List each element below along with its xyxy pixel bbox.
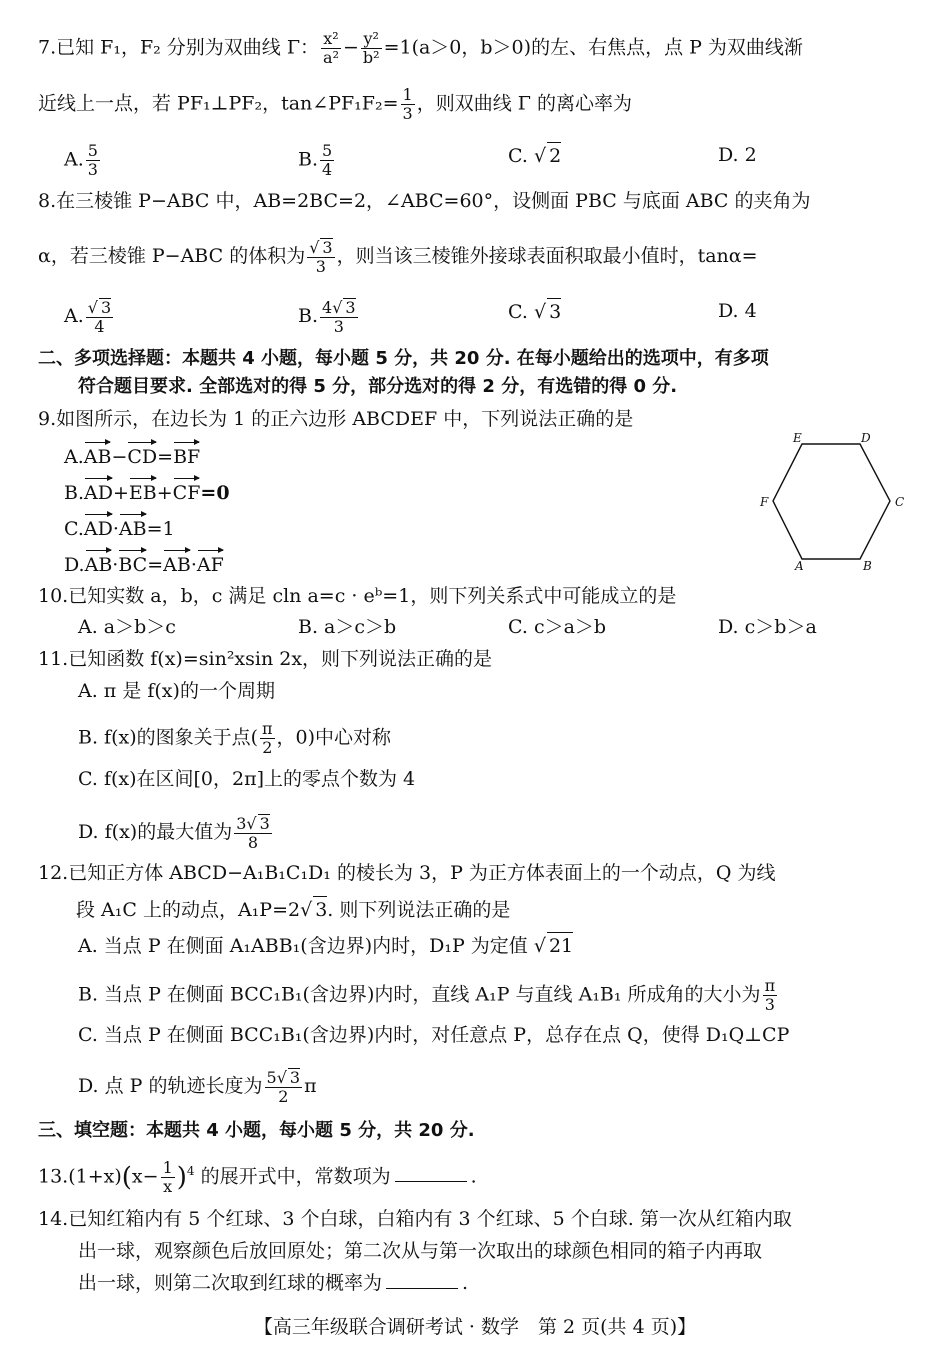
q12-line2: 段 A₁C 上的动点，A₁P=2√ 3. 则下列说法正确的是: [76, 896, 510, 923]
q14-line2: 出一球，观察颜色后放回原处；第二次从与第一次取出的球颜色相同的箱子内再取: [78, 1240, 763, 1262]
q12-line1: 12.已知正方体 ABCD−A₁B₁C₁D₁ 的棱长为 3，P 为正方体表面上的一个动点，Q 为线: [38, 862, 776, 884]
q7-frac-x2a2: $\frac{\text{x²}}{\text{a²}}$: [323, 29, 339, 67]
q11-option-a: A. π 是 f(x)的一个周期: [78, 680, 275, 702]
q13-answer-blank[interactable]: [395, 1181, 467, 1182]
q10-stem: 10.已知实数 a，b，c 满足 cln a=c · eᵇ=1，则下列关系式中可能成立的是: [38, 585, 677, 607]
q10-option-a: A. a＞b＞c: [78, 616, 176, 638]
hexagon-figure: [755, 430, 915, 575]
q12-option-d: D. 点 P 的轨迹长度为 $\frac{5√ 3}{2}$ π: [78, 1068, 317, 1106]
q12-option-a: A. 当点 P 在侧面 A₁ABB₁(含边界)内时，D₁P 为定值 √ 21: [78, 932, 573, 959]
q8-option-c: C. √ 3: [508, 298, 561, 325]
q8-frac-sqrt3-3: $\frac{√ 3}{3}$: [309, 238, 333, 276]
q7-line2: 近线上一点，若 PF₁⊥PF₂，tan∠PF₁F₂= $\frac{1}{3}$ ，则双曲线 Γ 的离心率为: [38, 85, 632, 123]
q7-line1: 7.已知 F₁，F₂ 分别为双曲线 Γ： $\frac{\text{x²}}{\text{a²}}$ − $\frac{\text{y²}}{\text{b²}}$ =1(a＞0，b＞0)的左、右焦点，点 P 为双曲线渐: [38, 29, 803, 67]
hex-label-d: D: [861, 431, 871, 445]
q8-option-b: B. $\frac{4√ 3}{3}$: [298, 298, 356, 336]
hex-label-b: B: [863, 559, 872, 573]
q9-option-b: B.AD+EB+CF=0: [64, 476, 230, 506]
q7-frac-1-3: $\frac{1}{3}$: [402, 85, 413, 123]
q14-line3: 出一球，则第二次取到红球的概率为 .: [78, 1272, 469, 1294]
q10-option-d: D. c＞b＞a: [718, 616, 817, 638]
q8-option-a: A. $\frac{√ 3}{4}$: [64, 298, 112, 336]
page-footer: 【高三年级联合调研考试 · 数学 第 2 页(共 4 页)】: [253, 1316, 697, 1338]
q7-option-d: D. 2: [718, 144, 757, 166]
hexagon-shape: [773, 444, 890, 559]
q14-answer-blank[interactable]: [386, 1288, 458, 1289]
q7-frac-y2b2: $\frac{\text{y²}}{\text{b²}}$: [362, 29, 380, 67]
q10-option-c: C. c＞a＞b: [508, 616, 607, 638]
section2-instructions: 符合题目要求. 全部选对的得 5 分，部分选对的得 2 分，有选错的得 0 分.: [78, 376, 678, 397]
q9-option-d: D.AB·BC=AB·AF: [64, 548, 224, 578]
q7-option-b: B. $\frac{5}{4}$: [298, 141, 333, 179]
q7-option-c: C. √ 2: [508, 142, 561, 169]
q12-option-b: B. 当点 P 在侧面 BCC₁B₁(含边界)内时，直线 A₁P 与直线 A₁B₁ 所成角的大小为 $\frac{\pi}{3}$: [78, 976, 776, 1014]
q11-option-d: D. f(x)的最大值为 $\frac{3√ 3}{8}$: [78, 814, 270, 852]
q9-stem: 9.如图所示，在边长为 1 的正六边形 ABCDEF 中，下列说法正确的是: [38, 408, 634, 430]
hex-label-f: F: [760, 495, 769, 509]
q14-line1: 14.已知红箱内有 5 个红球、3 个白球，白箱内有 3 个红球、5 个白球. 第一次从红箱内取: [38, 1208, 792, 1230]
q8-option-d: D. 4: [718, 300, 757, 322]
q8-line1: 8.在三棱锥 P−ABC 中，AB=2BC=2，∠ABC=60°，设侧面 PBC 与底面 ABC 的夹角为: [38, 190, 811, 212]
hex-label-e: E: [793, 431, 802, 445]
q11-stem: 11.已知函数 f(x)=sin²xsin 2x，则下列说法正确的是: [38, 648, 493, 670]
q10-option-b: B. a＞c＞b: [298, 616, 397, 638]
q7-option-a: A. $\frac{5}{3}$: [64, 141, 98, 179]
q11-option-b: B. f(x)的图象关于点( $\frac{\pi}{2}$ ，0)中心对称: [78, 719, 392, 757]
section2-heading: 二、多项选择题：本题共 4 小题，每小题 5 分，共 20 分. 在每小题给出的选项中，有多项: [38, 348, 769, 369]
hex-label-a: A: [795, 559, 804, 573]
q12-option-c: C. 当点 P 在侧面 BCC₁B₁(含边界)内时，对任意点 P，总存在点 Q，使得 D₁Q⊥CP: [78, 1024, 790, 1046]
q9-option-a: A.AB−CD=BF: [64, 440, 200, 470]
q13-line: 13.(1+x)(x− $\frac{1}{x}$ )$^4$ 的展开式中，常数项为 .: [38, 1157, 477, 1196]
q8-line2: α，若三棱锥 P−ABC 的体积为 $\frac{√ 3}{3}$ ，则当该三棱锥外接球表面积取最小值时，tanα=: [38, 238, 758, 276]
section3-heading: 三、填空题：本题共 4 小题，每小题 5 分，共 20 分.: [38, 1120, 475, 1141]
q11-option-c: C. f(x)在区间[0，2π]上的零点个数为 4: [78, 768, 416, 790]
q9-option-c: C.AD·AB=1: [64, 512, 175, 542]
hex-label-c: C: [895, 495, 905, 509]
